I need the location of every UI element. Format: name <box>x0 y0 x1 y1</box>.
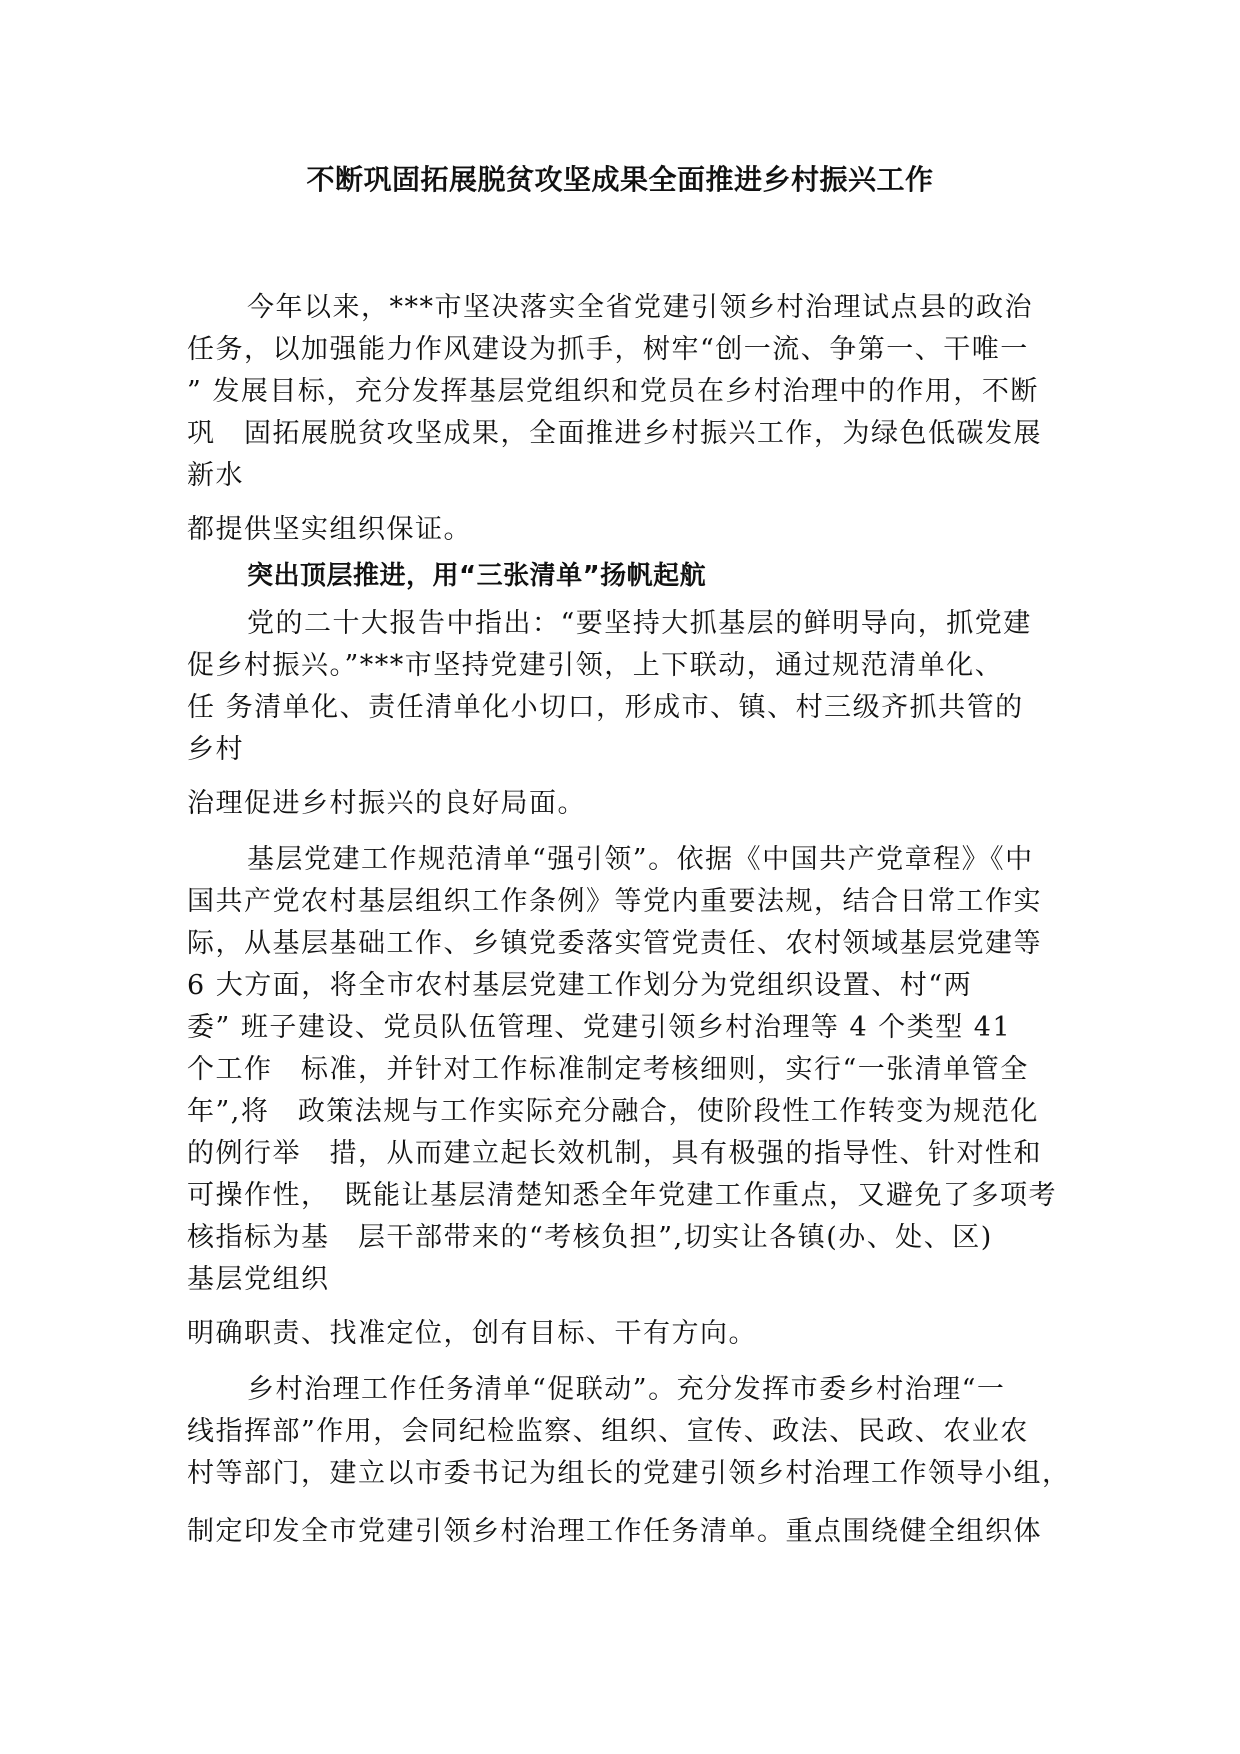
section-paragraph-line: 国共产党农村基层组织工作条例》等党内重要法规，结合日常工作实 <box>187 886 1042 917</box>
section-paragraph-line: 促乡村振兴。”***市坚持党建引领，上下联动，通过规范清单化、 <box>187 650 1004 681</box>
section-paragraph-line: 基层党建工作规范清单“强引领”。依据《中国共产党章程》《中 <box>247 844 1034 875</box>
section-paragraph-line: 的例行举 措，从而建立起长效机制，具有极强的指导性、针对性和 <box>187 1138 1042 1169</box>
section-paragraph-line: 乡村 <box>187 734 244 765</box>
intro-line: 新水 <box>187 460 244 491</box>
section-heading: 突出顶层推进，用“三张清单”扬帆起航 <box>247 561 707 591</box>
section-paragraph-line: 线指挥部”作用，会同纪检监察、组织、宣传、政法、民政、农业农 <box>187 1416 1029 1447</box>
intro-line: 都提供坚实组织保证。 <box>187 514 472 545</box>
section-paragraph-line: 6 大方面，将全市农村基层党建工作划分为党组织设置、村“两 <box>187 970 973 1001</box>
intro-line: 今年以来，***市坚决落实全省党建引领乡村治理试点县的政治 <box>247 292 1033 323</box>
section-paragraph-line: 核指标为基 层干部带来的“考核负担”,切实让各镇(办、处、区) <box>187 1222 993 1253</box>
section-paragraph-line: 基层党组织 <box>187 1264 330 1295</box>
section-paragraph-line: 党的二十大报告中指出：“要坚持大抓基层的鲜明导向，抓党建 <box>247 608 1032 639</box>
section-paragraph-line: 可操作性， 既能让基层清楚知悉全年党建工作重点，又避免了多项考 <box>187 1180 1057 1211</box>
section-paragraph-line: 委” 班子建设、党员队伍管理、党建引领乡村治理等 4 个类型 41 <box>187 1012 1012 1043</box>
intro-line: ” 发展目标，充分发挥基层党组织和党员在乡村治理中的作用，不断 <box>187 376 1039 407</box>
section-paragraph-line: 乡村治理工作任务清单“促联动”。充分发挥市委乡村治理“一 <box>247 1374 1006 1405</box>
section-paragraph-line: 个工作 标准，并针对工作标准制定考核细则，实行“一张清单管全 <box>187 1054 1029 1085</box>
section-paragraph-line: 村等部门，建立以市委书记为组长的党建引领乡村治理工作领导小组， <box>187 1458 1071 1489</box>
section-paragraph-line: 治理促进乡村振兴的良好局面。 <box>187 788 586 819</box>
section-paragraph-line: 明确职责、找准定位，创有目标、干有方向。 <box>187 1318 757 1349</box>
section-paragraph-line: 际，从基层基础工作、乡镇党委落实管党责任、农村领域基层党建等 <box>187 928 1042 959</box>
intro-line: 巩 固拓展脱贫攻坚成果，全面推进乡村振兴工作，为绿色低碳发展 <box>187 418 1042 449</box>
document-title: 不断巩固拓展脱贫攻坚成果全面推进乡村振兴工作 <box>306 163 934 196</box>
intro-line: 任务，以加强能力作风建设为抓手，树牢“创一流、争第一、干唯一 <box>187 334 1029 365</box>
section-paragraph-line: 年”,将 政策法规与工作实际充分融合，使阶段性工作转变为规范化 <box>187 1096 1039 1127</box>
section-paragraph-line: 制定印发全市党建引领乡村治理工作任务清单。重点围绕健全组织体 <box>187 1516 1042 1547</box>
section-paragraph-line: 任 务清单化、责任清单化小切口，形成市、镇、村三级齐抓共管的 <box>187 692 1024 723</box>
